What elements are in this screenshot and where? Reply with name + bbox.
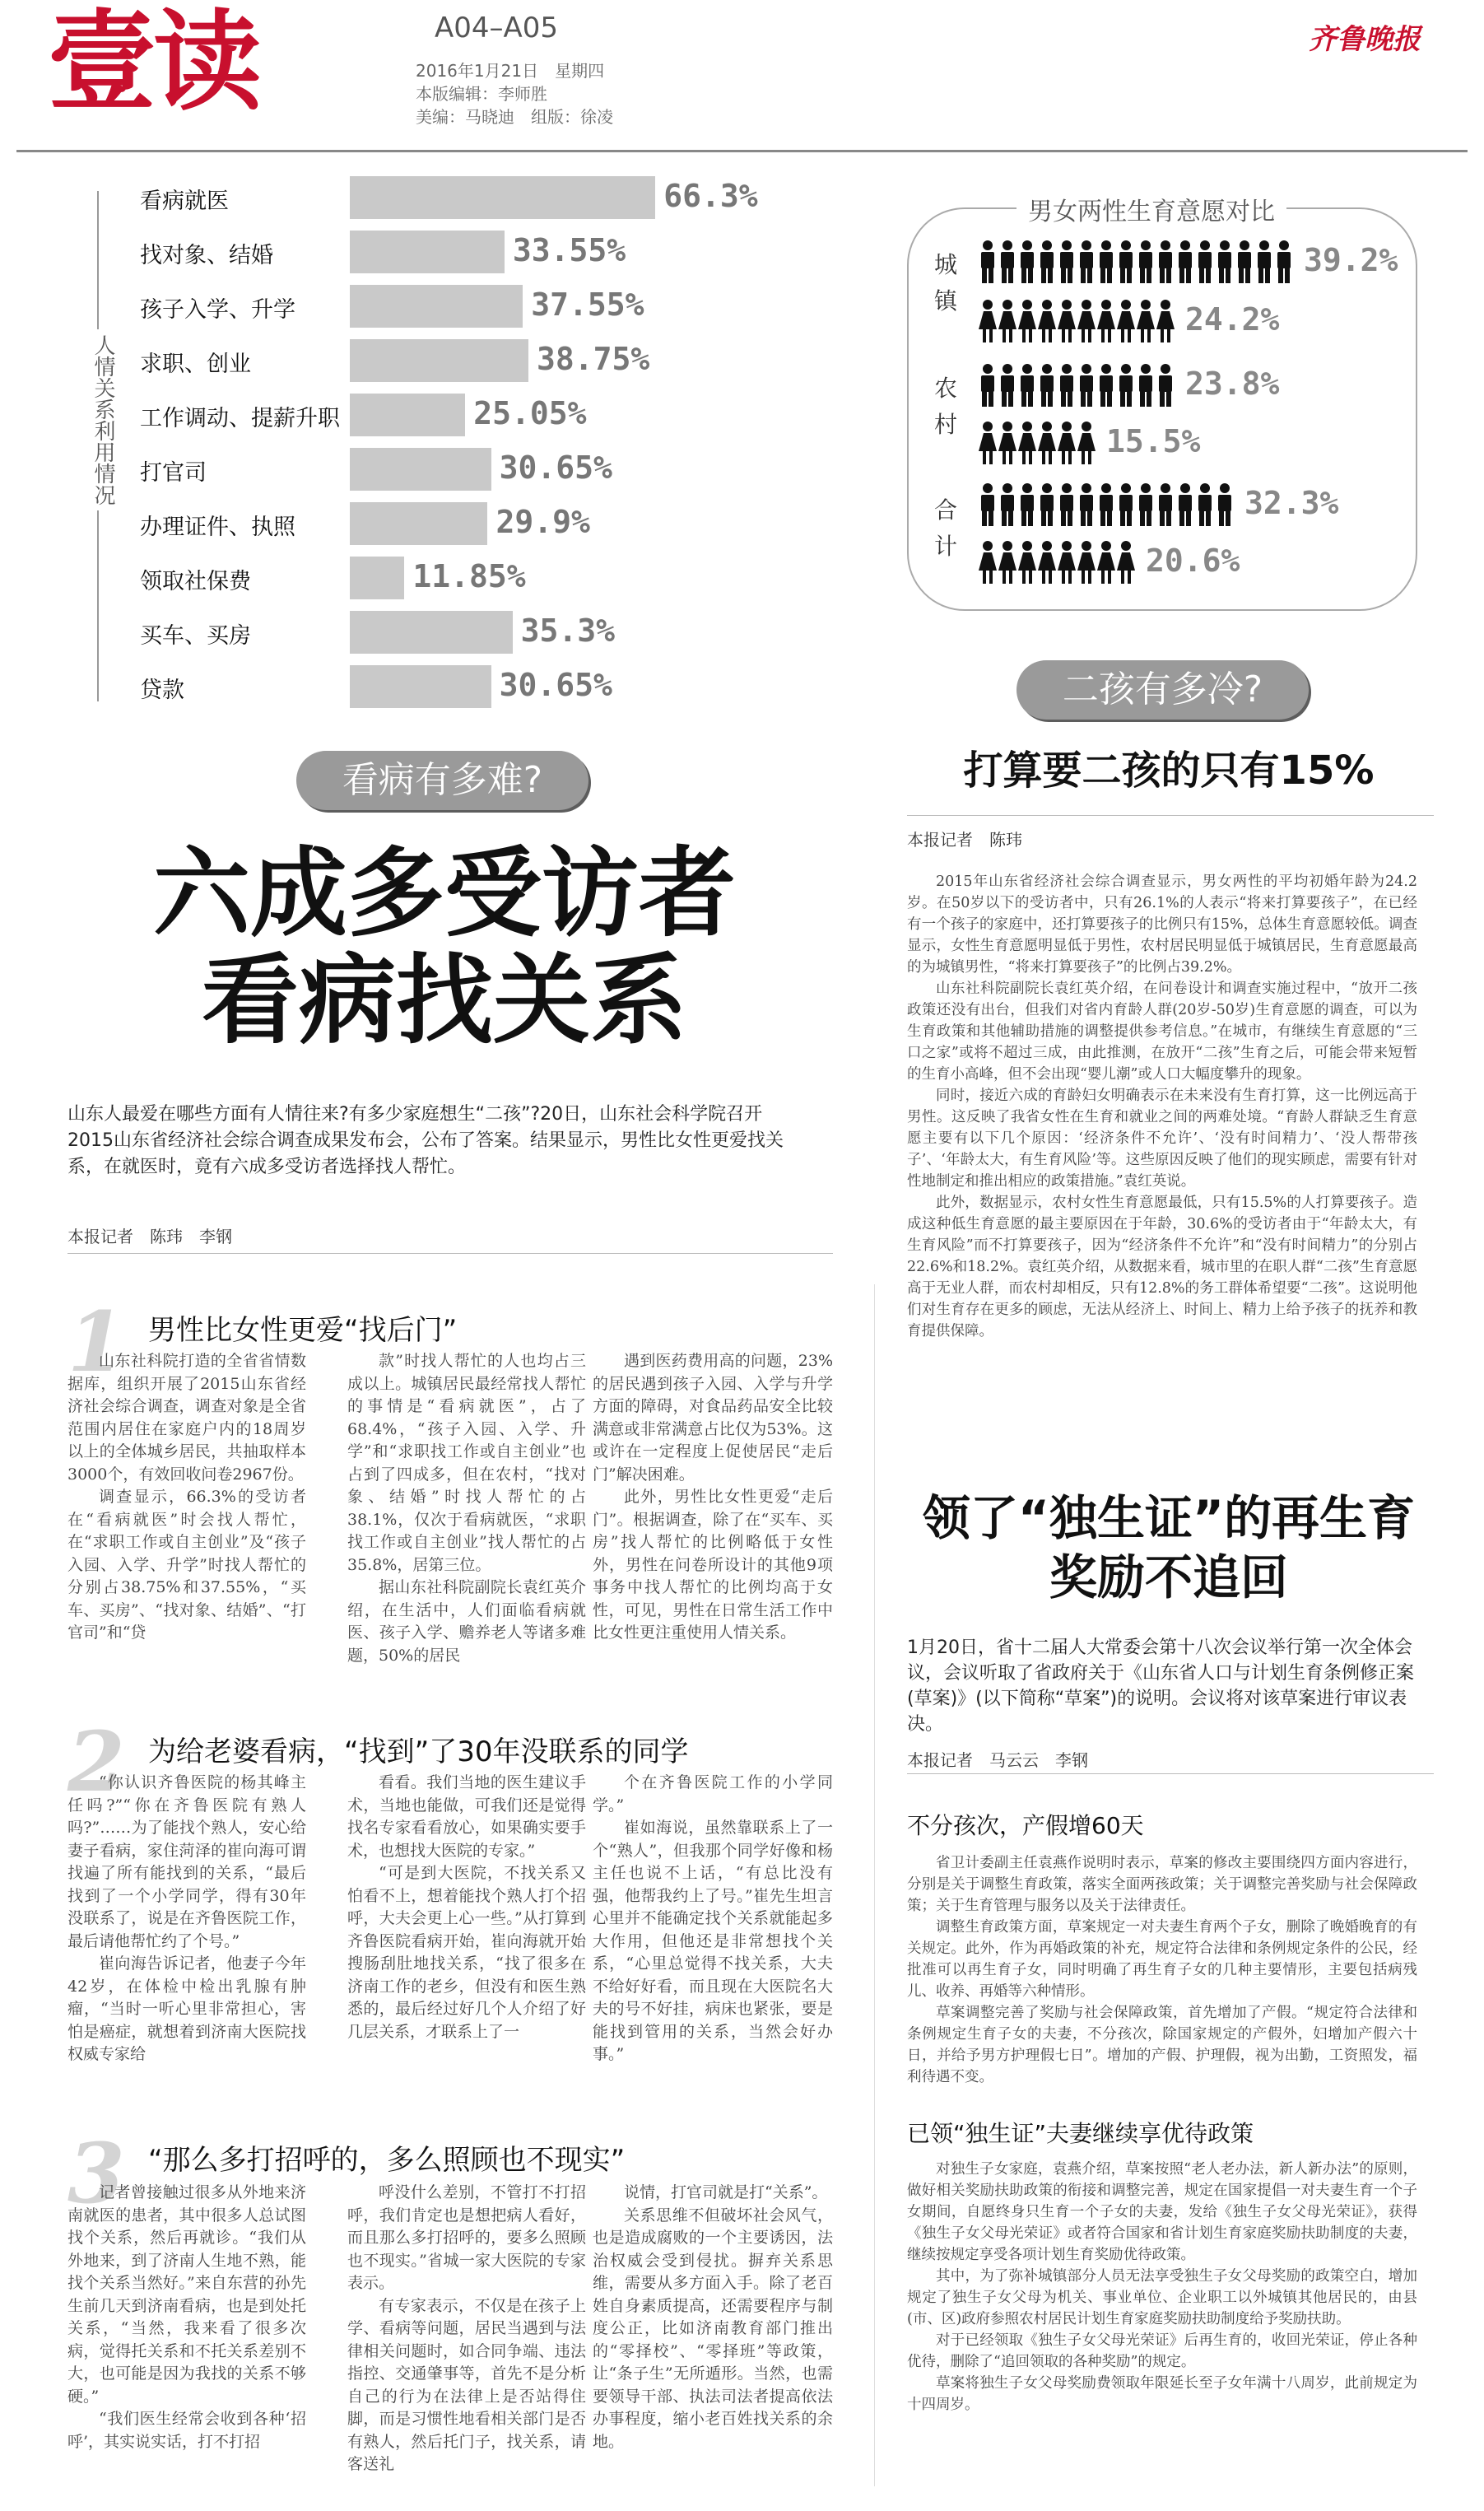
female-pictogram-row xyxy=(978,298,1422,346)
male-figure-icon xyxy=(1021,240,1034,283)
bar-value-label: 30.65% xyxy=(499,667,612,703)
main-headline-line1: 六成多受访者 xyxy=(152,836,736,950)
right2-rule xyxy=(907,1773,1434,1774)
bar-value-label: 30.65% xyxy=(499,450,612,486)
bar-category-label: 找对象、结婚 xyxy=(140,243,273,268)
female-figure-icon xyxy=(1058,300,1076,342)
female-figure-icon xyxy=(1038,300,1056,342)
section2-column3 xyxy=(593,1772,833,2126)
male-figure-icon xyxy=(1139,364,1152,407)
male-figure-icon xyxy=(1179,483,1192,526)
male-figure-icon xyxy=(1139,240,1152,283)
right2-lead: 1月20日，省十二届人大常委会第十八次会议举行第一次全体会议，会议听取了省政府关于《山东省人口与计划生育条例修正案(草案)》(以下简称“草案”)的说明。会议将对该草案进行审议表决。 xyxy=(907,1638,1415,1735)
section1-column2-text: 款”时找人帮忙的人也均占三成以上。城镇居民最经常找人帮忙的事情是“看病就医”，占了68.4%，“孩子入园、入学、升学”和“求职找工作或自主创业”也占到了四成多，但在农村，“找对象、结婚”时找人帮忙的占38.1%，仅次于看病就医，“求职找工作或自主创业”找人帮忙的占35.8%，居第三位。 据山东社科院副院长袁红英介绍，在生活中，人们面临看病就医、孩子入学、赡养老人等诸多难题，50%的居民 xyxy=(347,1352,586,1665)
pictogram xyxy=(978,298,1175,346)
male-figure-icon xyxy=(1040,240,1054,283)
male-figure-icon xyxy=(1218,483,1231,526)
one-child-headline-line2: 奖励不追回 xyxy=(1049,1549,1288,1605)
bar-value-label: 38.75% xyxy=(537,341,650,377)
bar-value-label: 29.9% xyxy=(495,504,590,540)
pictogram-value-label: 15.5% xyxy=(1106,423,1201,459)
female-figure-icon xyxy=(998,541,1016,584)
pictogram xyxy=(978,539,1136,587)
right2-subhead-1: 不分孩次，产假增60天 xyxy=(907,1812,1144,1839)
female-figure-icon xyxy=(1117,300,1135,342)
male-figure-icon xyxy=(1159,364,1172,407)
section3-column1 xyxy=(67,2182,306,2495)
male-figure-icon xyxy=(1060,364,1073,407)
section1-column3-text: 遇到医药费用高的问题，23%的居民遇到孩子入园、入学与升学方面的障碍，对食品药品安全比较满意或非常满意占比仅为53%。这或许在一定程度上促使居民“走后门”解决困难。 此外，男性比女性更爱“走后门”。根据调查，除了在“买车、买房”找人帮忙的比例略低于女性外，男性在问卷所设计的其他9项事务中找人帮忙的比例均高于女性，可见，男性在日常生活工作中比女性更注重使用人情关系。 xyxy=(593,1352,833,1642)
female-figure-icon xyxy=(1117,541,1135,584)
pictogram xyxy=(978,420,1096,468)
male-figure-icon xyxy=(1198,240,1212,283)
section3-column1-text: 记者曾接触过很多从外地来济南就医的患者，其中很多人总试图找个关系，然后再就诊。“我们从外地来，到了济南人生地不熟，能找个关系当然好。”来自东营的孙先生前几天到济南看病，也是到处托关系，“当然，我来看了很多次病，觉得托关系和不托关系差别不大，也可能是因为我找的关系不够硬。” “我们医生经常会收到各种‘招呼’，其实说实话，打不打招 xyxy=(67,2183,306,2451)
section-number-1: 1 xyxy=(67,1293,125,1391)
column-divider xyxy=(874,1284,875,2486)
female-figure-icon xyxy=(1018,422,1036,464)
gender-group-label: 农村 xyxy=(933,375,957,438)
male-figure-icon xyxy=(1238,240,1251,283)
male-figure-icon xyxy=(1100,364,1113,407)
female-figure-icon xyxy=(1018,300,1036,342)
section3-column3 xyxy=(593,2182,833,2495)
male-pictogram-row xyxy=(978,362,1422,410)
right2-body-1-text: 省卫计委副主任袁燕作说明时表示，草案的修改主要围绕四方面内容进行，分别是关于调整生育政策，落实全面两孩政策；关于调整完善奖励与社会保障政策；关于生育管理与服务以及关于法律责任。 调整生育政策方面，草案规定一对夫妻生育两个子女，删除了晚婚晚育的有关规定。此外，作为再婚政策的补充，规定符合法律和条例规定条件的公民，经批准可以再生育子女，同时明确了再生育子女的几种主要情形，主要包括病残儿、收养、再婚等六种情形。 草案调整完善了奖励与社会保障政策，首先增加了产假。“规定符合法律和条例规定生育子女的夫妻，不分孩次，除国家规定的产假外，妇增加产假六十日，并给予男方护理假七日”。增加的产假、护理假，视为出勤，工资照发，福利待遇不变。 xyxy=(907,1855,1417,2085)
section2-column3-text: 个在齐鲁医院工作的小学同学。” 崔如海说，虽然靠联系上了一个“熟人”，但我那个同学好像和杨主任也说不上话，“有总比没有强，他帮我约上了号。”崔先生坦言心里并不能确定找个关系就能起多大作用，但他还是非常想找个关系，“心里总觉得不找关系，大夫不给好好看，而且现在大医院名大夫的号不好挂，病床也紧张，要是能找到管用的关系，当然会好办事。” xyxy=(593,1773,833,2063)
one-child-headline-line1: 领了“独生证”的再生育 xyxy=(922,1490,1416,1546)
male-figure-icon xyxy=(1179,240,1192,283)
main-headline-line2: 看病找关系 xyxy=(201,943,687,1057)
bar-category-label: 求职、创业 xyxy=(140,352,251,377)
pictogram-value-label: 24.2% xyxy=(1185,301,1280,338)
female-figure-icon xyxy=(1018,541,1036,584)
pictogram-value-label: 20.6% xyxy=(1146,543,1240,579)
male-figure-icon xyxy=(1001,364,1014,407)
gender-chart-title: 男女两性生育意愿对比 xyxy=(1016,191,1286,227)
male-pictogram-row xyxy=(978,239,1422,287)
male-figure-icon xyxy=(1040,364,1054,407)
pictogram-value-label: 23.8% xyxy=(1185,366,1280,402)
female-figure-icon xyxy=(1058,422,1076,464)
right2-body-1 xyxy=(907,1852,1417,2124)
female-figure-icon xyxy=(979,300,997,342)
section2-column1 xyxy=(67,1772,306,2126)
male-figure-icon xyxy=(1040,483,1054,526)
male-figure-icon xyxy=(1258,240,1271,283)
gender-group-label: 合计 xyxy=(933,496,957,560)
female-figure-icon xyxy=(998,422,1016,464)
bar-value-label: 33.55% xyxy=(512,232,626,268)
female-figure-icon xyxy=(1077,300,1096,342)
male-pictogram-row xyxy=(978,482,1422,529)
male-figure-icon xyxy=(981,364,994,407)
male-figure-icon xyxy=(1100,483,1113,526)
female-figure-icon xyxy=(979,541,997,584)
female-figure-icon xyxy=(1077,541,1096,584)
right1-body xyxy=(907,871,1417,1406)
pictogram xyxy=(978,239,1294,287)
section3-column2 xyxy=(347,2182,586,2495)
section1-column1-text: 山东社科院打造的全省省情数据库，组织开展了2015山东省经济社会综合调查，调查对象是全省范围内居住在家庭户内的18周岁以上的全体城乡居民，共抽取样本3000个，有效回收问卷2967份。 调查显示，66.3%的受访者在“看病就医”时会找人帮忙，在“求职工作或自主创业”及“孩子入园、入学、升学”时找人帮忙的分别占38.75%和37.55%，“买车、买房”、“找对象、结婚”、“打官司”和“贷 xyxy=(67,1352,306,1642)
male-figure-icon xyxy=(1060,240,1073,283)
male-figure-icon xyxy=(1021,483,1034,526)
section1-column1 xyxy=(67,1350,306,1712)
bar-value-label: 25.05% xyxy=(473,395,587,431)
male-figure-icon xyxy=(1001,240,1014,283)
male-figure-icon xyxy=(1119,240,1133,283)
male-figure-icon xyxy=(1119,364,1133,407)
bar-value-label: 11.85% xyxy=(412,558,526,594)
female-pictogram-row xyxy=(978,420,1422,468)
section-number-2: 2 xyxy=(67,1713,125,1810)
left-intro: 山东人最爱在哪些方面有人情往来?有多少家庭想生“二孩”?20日，山东社会科学院召开2015山东省经济社会综合调查成果发布会，公布了答案。结果显示，男性比女性更爱找关系，在就医时，竟有六成多受访者选择找人帮忙。 xyxy=(67,1104,784,1177)
section-title-3: “那么多打招呼的，多么照顾也不现实” xyxy=(148,2144,626,2177)
female-figure-icon xyxy=(1077,422,1096,464)
bar-value-label: 66.3% xyxy=(663,178,758,214)
male-figure-icon xyxy=(1277,240,1291,283)
newspaper-name: 齐鲁晚报 xyxy=(1309,23,1421,56)
female-figure-icon xyxy=(1137,300,1155,342)
pictogram xyxy=(978,482,1235,529)
section3-column3-text: 说情，打官司就是打“关系”。 关系思维不但破坏社会风气，也是造成腐败的一个主要诱因，法治权威会受到侵扰。摒弃关系思维，需要从多方面入手。除了老百姓自身素质提高，还需要程序与制度公正，比如济南教育部门推出的“零择校”、“零择班”等政策，让“条子生”无所遁形。当然，也需要领导干部、执法司法者提高依法办事程度，缩小老百姓找关系的余地。 xyxy=(593,2183,833,2451)
page-range: A04–A05 xyxy=(435,12,559,44)
female-figure-icon xyxy=(1058,541,1076,584)
section1-column3 xyxy=(593,1350,833,1712)
section3-column2-text: 呼没什么差别，不管打不打招呼，我们肯定也是想把病人看好，而且那么多打招呼的，要多么照顾也不现实。”省城一家大医院的专家表示。 有专家表示，不仅是在孩子上学、看病等问题，居民当遇到与法律相关问题时，如合同争端、违法指控、交通肇事等，首先不是分析自己的行为在法律上是否站得住脚，而是习惯性地看相关部门是否有熟人，然后托门子，找关系，请客送礼 xyxy=(347,2183,586,2473)
gender-group-label: 城镇 xyxy=(933,251,957,314)
section2-column2 xyxy=(347,1772,586,2126)
section2-column1-text: “你认识齐鲁医院的杨其峰主任吗?”“你在齐鲁医院有熟人吗?”……为了能找个熟人，安心给妻子看病，家住菏泽的崔向海可谓找遍了所有能找到的关系，“最后找到了一个小学同学，得有30年没联系了，说是在齐鲁医院工作，最后请他帮忙约了个号。” 崔向海告诉记者，他妻子今年42岁，在体检中检出乳腺有肿瘤，“当时一听心里非常担心，害怕是癌症，就想着到济南大医院找权威专家给 xyxy=(67,1773,306,2063)
male-figure-icon xyxy=(981,240,994,283)
pictogram xyxy=(978,362,1175,410)
left-byline-rule xyxy=(67,1253,833,1254)
second-child-headline: 打算要二孩的只有15% xyxy=(963,748,1375,794)
male-figure-icon xyxy=(1080,364,1093,407)
male-figure-icon xyxy=(1060,483,1073,526)
bar-category-label: 孩子入学、升学 xyxy=(140,297,295,323)
male-figure-icon xyxy=(1100,240,1113,283)
bar-chart-side-label: 人情关系利用情况 xyxy=(82,329,115,510)
bar-category-label: 买车、买房 xyxy=(140,623,251,649)
right2-subhead-2: 已领“独生证”夫妻继续享优待政策 xyxy=(907,2120,1254,2147)
section-title-1: 男性比女性更爱“找后门” xyxy=(148,1314,458,1347)
female-figure-icon xyxy=(979,422,997,464)
section-number-3: 3 xyxy=(67,2125,125,2222)
bar-category-label: 工作调动、提薪升职 xyxy=(140,406,340,431)
male-figure-icon xyxy=(1080,483,1093,526)
female-figure-icon xyxy=(1097,541,1115,584)
bar-row xyxy=(0,660,889,715)
female-figure-icon xyxy=(998,300,1016,342)
right1-byline: 本报记者 陈玮 xyxy=(907,830,1022,850)
male-figure-icon xyxy=(1080,240,1093,283)
edition-editor: 本版编辑：李师胜 xyxy=(416,84,547,104)
female-figure-icon xyxy=(1038,422,1056,464)
female-figure-icon xyxy=(1097,300,1115,342)
section-title-2: 为给老婆看病，“找到”了30年没联系的同学 xyxy=(148,1735,689,1768)
edition-design: 美编：马晓迪 组版：徐凌 xyxy=(416,107,613,127)
male-figure-icon xyxy=(1218,240,1231,283)
pictogram-value-label: 32.3% xyxy=(1244,485,1339,521)
right2-body-2-text: 对独生子女家庭，袁燕介绍，草案按照“老人老办法，新人新办法”的原则，做好相关奖励扶助政策的衔接和调整完善，规定在国家提倡一对夫妻生育一个子女期间，自愿终身只生育一个子女的夫妻，发给《独生子女父母光荣证》，获得《独生子女父母光荣证》或者符合国家和省计划生育家庭奖励扶助制度的夫妻，继续按规定享受各项计划生育奖励优待政策。 其中，为了弥补城镇部分人员无法享受独生子女父母奖励的政策空白，增加规定了独生子女父母为机关、事业单位、企业职工以外城镇其他居民的，由县(市、区)政府参照农村居民计划生育家庭奖励扶助制度给予奖励扶助。 对于已经领取《独生子女父母光荣证》后再生育的，收回光荣证，停止各种优待，删除了“追回领取的各种奖励”的规定。 草案将独生子女父母奖励费领取年限延长至子女年满十八周岁，此前规定为十四周岁。 xyxy=(907,2161,1417,2413)
bar-value-label: 37.55% xyxy=(531,287,644,323)
male-figure-icon xyxy=(1021,364,1034,407)
bar-category-label: 打官司 xyxy=(140,460,207,486)
right2-body-2 xyxy=(907,2159,1417,2496)
bar-category-label: 领取社保费 xyxy=(140,569,251,594)
bar-category-label: 办理证件、执照 xyxy=(140,515,295,540)
left-byline: 本报记者 陈玮 李钢 xyxy=(67,1227,232,1246)
male-figure-icon xyxy=(981,483,994,526)
section1-column2 xyxy=(347,1350,586,1712)
brand-logo: 壹读 xyxy=(48,0,258,126)
right1-body-text: 2015年山东省经济社会综合调查显示，男女两性的平均初婚年龄为24.2岁。在50岁以下的受访者中，只有26.1%的人表示“将来打算要孩子”，在已经有一个孩子的家庭中，还打算要孩子的比例只有15%，总体生育意愿较低。调查显示，女性生育意愿明显低于男性，农村居民明显低于城镇居民，生育意愿最高的为城镇男性，“将来打算要孩子”的比例占39.2%。 山东社科院副院长袁红英介绍，在问卷设计和调查实施过程中，“放开二孩政策还没有出台，但我们对省内育龄人群(20岁-50岁)生育意愿的调查，可以为生育政策和其他辅助措施的调整提供参考信息。”在城市，有继续生育意愿的“三口之家”或将不超过三成，由此推测，在放开“二孩”生育之后，可能会带来短暂的生育小高峰，但不会出现“婴儿潮”或人口大幅度攀升的现象。 同时，接近六成的育龄妇女明确表示在未来没有生育打算，这一比例远高于男性。这反映了我省女性在生育和就业之间的两难处境。“育龄人群缺乏生育意愿主要有以下几个原因：‘经济条件不允许’、‘没有时间精力’、‘没人帮带孩子’、‘年龄太大，有生育风险’等。这些原因反映了他们的现实顾虑，需要有针对性地制定和推出相应的政策措施。”袁红英说。 此外，数据显示，农村女性生育意愿最低，只有15.5%的人打算要孩子。造成这种低生育意愿的最主要原因在于年龄，30.6%的受访者由于“年龄太大，有生育风险”而不打算要孩子，因为“经济条件不允许”和“没有时间精力”的分别占22.6%和18.2%。袁红英介绍，从数据来看，城市里的在职人群“二孩”生育意愿高于无业人群，而农村却相反，只有12.8%的务工群体希望要“二孩”。这说明他们对生育存在更多的顾虑，无法从经济上、时间上、精力上给予孩子的抚养和教育提供保障。 xyxy=(907,873,1417,1339)
male-figure-icon xyxy=(1159,240,1172,283)
female-figure-icon xyxy=(1156,300,1175,342)
section2-column2-text: 看看。我们当地的医生建议手术，当地也能做，可我们还是觉得找名专家看看放心，如果确实要手术，也想找大医院的专家。” “可是到大医院，不找关系又怕看不上，想着能找个熟人打个招呼，大夫会更上心一些。”从打算到齐鲁医院看病开始，崔向海就开始搜肠刮肚地找关系，“找了很多在济南工作的老乡，但没有和医生熟悉的，最后经过好几个人介绍了好几层关系，才联系上了一 xyxy=(347,1773,586,2041)
female-figure-icon xyxy=(1038,541,1056,584)
bar-category-label: 看病就医 xyxy=(140,189,229,214)
bar-category-label: 贷款 xyxy=(140,678,184,703)
right2-byline: 本报记者 马云云 李钢 xyxy=(907,1750,1088,1770)
section-pill-healthcare: 看病有多难? xyxy=(296,751,588,810)
right1-rule xyxy=(907,815,1434,816)
bar-value-label: 35.3% xyxy=(520,613,616,649)
male-figure-icon xyxy=(1198,483,1212,526)
female-pictogram-row xyxy=(978,539,1422,587)
edition-date: 2016年1月21日 星期四 xyxy=(416,61,605,81)
male-figure-icon xyxy=(1139,483,1152,526)
male-figure-icon xyxy=(1159,483,1172,526)
male-figure-icon xyxy=(1119,483,1133,526)
gender-chart xyxy=(0,0,1484,626)
male-figure-icon xyxy=(1001,483,1014,526)
pictogram-value-label: 39.2% xyxy=(1304,242,1398,278)
section-pill-second-child: 二孩有多冷? xyxy=(1016,660,1309,720)
bar xyxy=(350,665,491,708)
